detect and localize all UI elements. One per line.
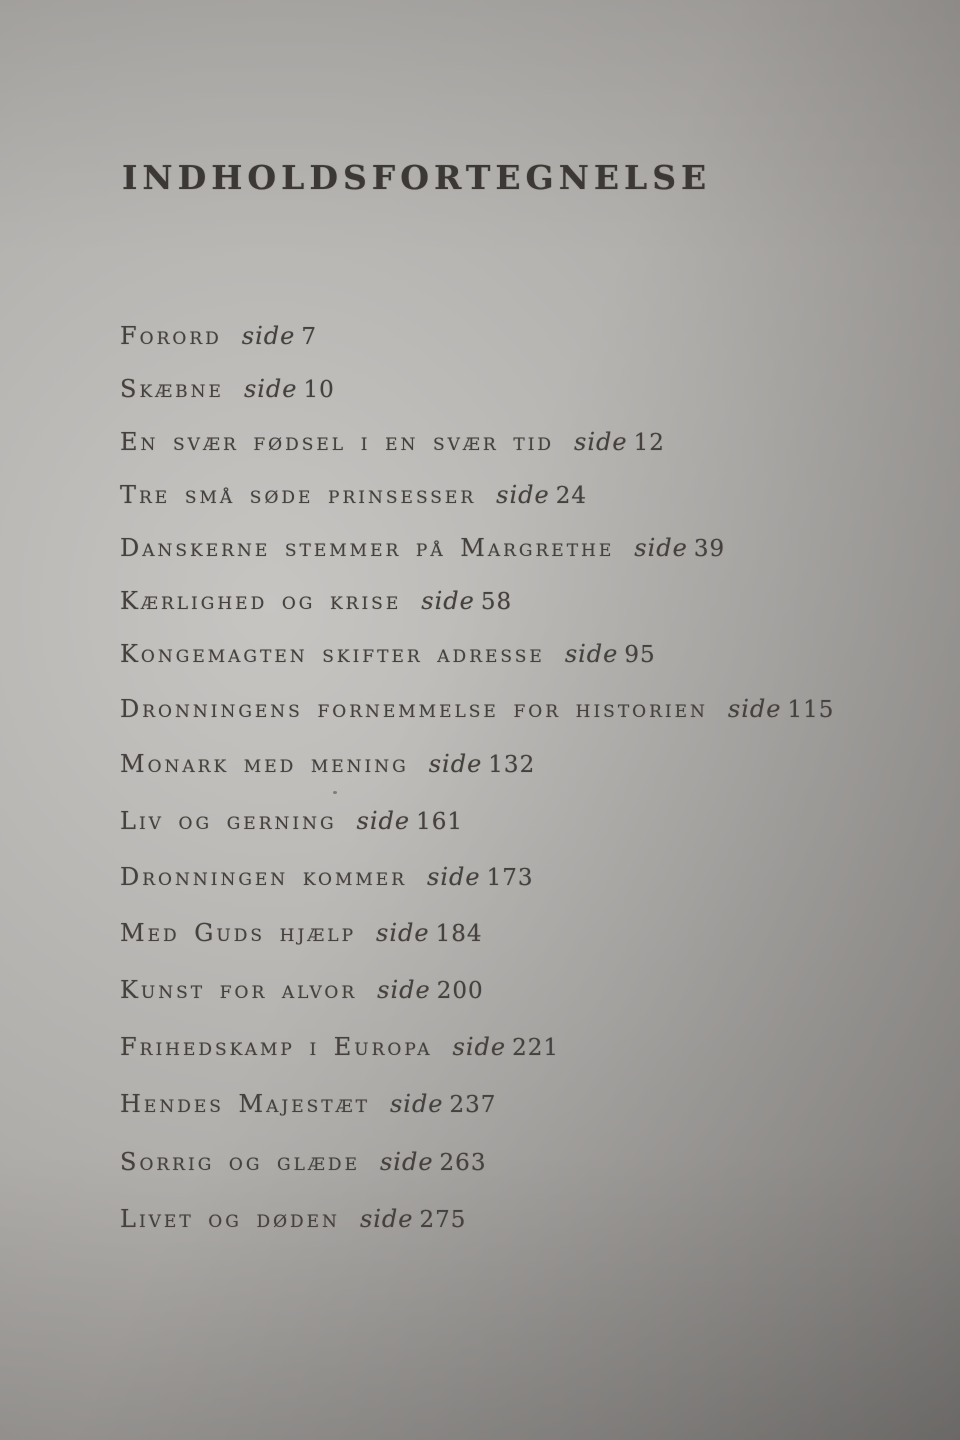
page-ref	[728, 695, 834, 723]
toc-entry	[120, 1033, 559, 1061]
toc-entry	[120, 534, 725, 562]
page-number: 12	[633, 430, 665, 456]
page-number: 200	[436, 978, 484, 1004]
page-number: 221	[512, 1035, 559, 1061]
page-number: 10	[303, 377, 335, 403]
page-ref	[429, 750, 535, 778]
page-number: 161	[416, 809, 464, 835]
page-ref	[496, 481, 587, 509]
page-number: 184	[435, 921, 483, 947]
page-number: 173	[486, 865, 534, 891]
side-label: side	[634, 534, 688, 562]
chapter-title: Frihedskamp i Europa	[120, 1033, 433, 1061]
side-label: side	[241, 322, 296, 350]
side-label: side	[389, 1090, 444, 1118]
toc-entry	[120, 1148, 486, 1176]
side-label: side	[427, 863, 481, 891]
toc-entry	[120, 807, 463, 835]
toc-entry	[120, 428, 665, 456]
side-label: side	[243, 375, 298, 403]
chapter-title: Dronningen kommer	[120, 863, 408, 891]
page-number: 132	[488, 752, 536, 778]
toc-entry	[120, 976, 484, 1004]
side-label: side	[574, 428, 628, 456]
chapter-title: En svær fødsel i en svær tid	[120, 428, 555, 456]
page-number: 24	[555, 483, 587, 509]
side-label: side	[727, 695, 782, 723]
chapter-title: Monark med mening	[120, 750, 409, 778]
toc-entry	[120, 695, 834, 723]
toc-entry	[120, 919, 483, 947]
chapter-title: Danskerne stemmer på Margrethe	[120, 534, 615, 562]
chapter-title: Kærlighed og krise	[120, 587, 402, 615]
page-title: INDHOLDSFORTEGNELSE	[122, 158, 712, 197]
print-speck	[333, 791, 337, 794]
page-number: 7	[301, 324, 317, 350]
side-label: side	[376, 919, 430, 947]
page-number: 39	[693, 536, 726, 562]
toc-entry	[120, 481, 587, 509]
page-ref	[357, 807, 463, 835]
toc-entry	[120, 587, 512, 615]
side-label: side	[564, 640, 619, 668]
chapter-title: Sorrig og glæde	[120, 1148, 360, 1176]
page-ref	[377, 976, 483, 1004]
page-ref	[453, 1033, 559, 1061]
page-number: 95	[624, 642, 656, 668]
side-label: side	[356, 807, 411, 835]
page-ref	[242, 322, 317, 350]
page-number: 58	[480, 589, 513, 615]
toc-entry	[120, 375, 335, 403]
side-label: side	[421, 587, 475, 615]
page-ref	[634, 534, 725, 562]
page-number: 275	[419, 1207, 467, 1233]
chapter-title: Med Guds hjælp	[120, 919, 357, 947]
chapter-title: Skæbne	[120, 375, 224, 403]
page-ref	[360, 1205, 466, 1233]
toc-entry	[120, 640, 656, 668]
page-ref	[565, 640, 656, 668]
toc-entry	[120, 863, 534, 891]
page-ref	[380, 1148, 486, 1176]
toc-entry	[120, 322, 317, 350]
page-ref	[574, 428, 665, 456]
chapter-title: Livet og døden	[120, 1205, 340, 1233]
side-label: side	[377, 976, 431, 1004]
page-ref	[390, 1090, 496, 1118]
page-ref	[427, 863, 533, 891]
page-ref	[244, 375, 335, 403]
toc-entry	[120, 1090, 496, 1118]
page-ref	[421, 587, 512, 615]
page-number: 263	[439, 1150, 487, 1176]
chapter-title: Hendes Majestæt	[120, 1090, 370, 1118]
chapter-title: Kongemagten skifter adresse	[120, 640, 545, 668]
side-label: side	[428, 750, 483, 778]
page-number: 115	[787, 697, 835, 723]
chapter-title: Dronningens fornemmelse for historien	[120, 695, 708, 723]
toc-entry	[120, 750, 535, 778]
chapter-title: Kunst for alvor	[120, 976, 358, 1004]
toc-entry	[120, 1205, 466, 1233]
side-label: side	[496, 481, 550, 509]
chapter-title: Liv og gerning	[120, 807, 337, 835]
chapter-title: Forord	[120, 322, 222, 350]
page-ref	[376, 919, 482, 947]
side-label: side	[379, 1148, 434, 1176]
page-number: 237	[449, 1092, 497, 1118]
chapter-title: Tre små søde prinsesser	[120, 481, 477, 509]
side-label: side	[359, 1205, 414, 1233]
side-label: side	[452, 1033, 507, 1061]
